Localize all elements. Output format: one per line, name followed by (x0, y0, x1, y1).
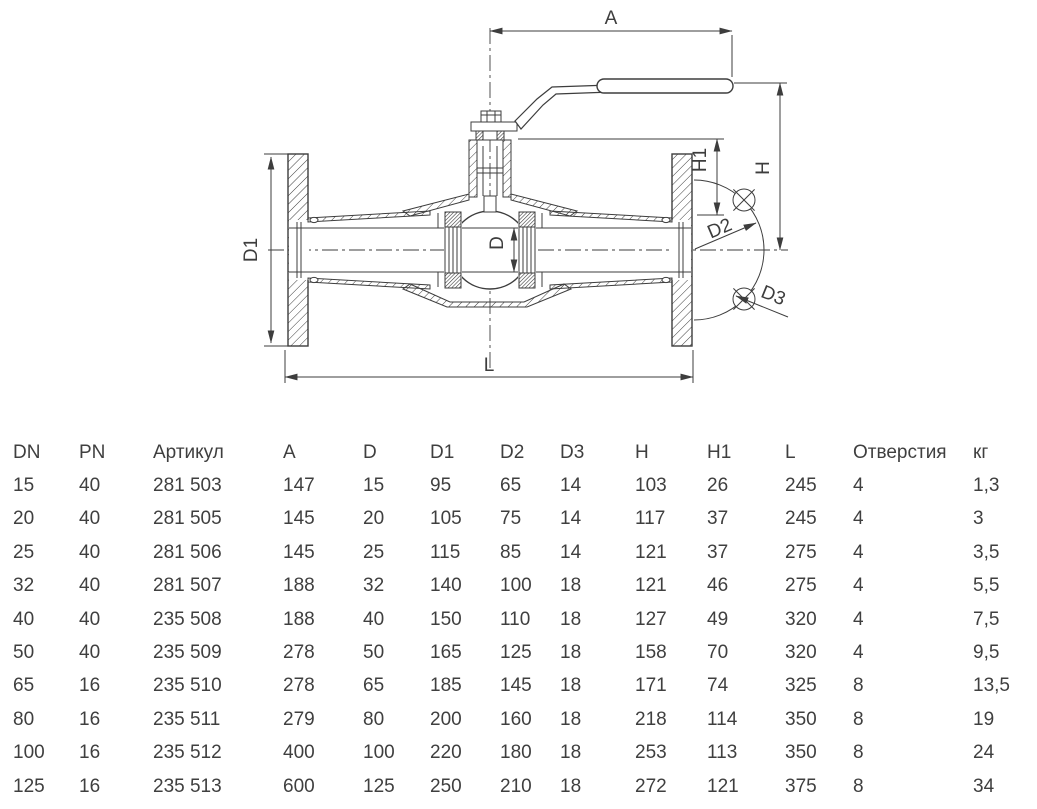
table-row (13, 670, 1037, 703)
table-cell: 8 (853, 742, 864, 764)
table-cell: 145 (500, 675, 532, 697)
table-row (13, 603, 1037, 636)
handle-base-plate (471, 122, 517, 131)
table-cell: 235 509 (153, 642, 222, 664)
table-cell: 18 (560, 675, 582, 697)
table-cell: 16 (79, 675, 101, 697)
label-D3: D3 (757, 281, 789, 311)
table-cell: 32 (363, 575, 385, 597)
table-cell: 18 (560, 642, 582, 664)
column-header: D1 (430, 441, 455, 463)
table-cell: 188 (283, 575, 315, 597)
right-flange (671, 154, 692, 346)
table-cell: 40 (363, 608, 385, 630)
handle (515, 79, 733, 129)
table-cell: 235 513 (153, 775, 222, 797)
table-cell: 320 (785, 608, 817, 630)
table-cell: 65 (363, 675, 385, 697)
column-header: DN (13, 441, 41, 463)
table-cell: 105 (430, 508, 462, 530)
table-cell: 275 (785, 575, 817, 597)
table-cell: 14 (560, 541, 582, 563)
column-header: D3 (560, 441, 585, 463)
table-cell: 40 (79, 575, 101, 597)
table-row (13, 536, 1037, 569)
handle-grip (597, 79, 733, 93)
table-cell: 4 (853, 475, 864, 497)
table-cell: 46 (707, 575, 729, 597)
table-cell: 100 (363, 742, 395, 764)
column-header: Отверстия (853, 441, 947, 463)
column-header: Артикул (153, 441, 224, 463)
column-header: D (363, 441, 377, 463)
table-cell: 16 (79, 775, 101, 797)
table-cell: 235 508 (153, 608, 222, 630)
table-cell: 275 (785, 541, 817, 563)
table-cell: 281 505 (153, 508, 222, 530)
table-row (13, 636, 1037, 669)
table-cell: 281 506 (153, 541, 222, 563)
table-cell: 160 (500, 708, 532, 730)
left-seat (444, 211, 462, 289)
table-body (13, 469, 1037, 803)
stem-tab (484, 196, 496, 212)
label-D: D (487, 236, 508, 250)
table-cell: 40 (79, 642, 101, 664)
table-cell: 281 503 (153, 475, 222, 497)
table-cell: 350 (785, 708, 817, 730)
bolt-hole-upper (733, 189, 755, 211)
table-cell: 9,5 (973, 642, 1000, 664)
dimensions-table-wrap (0, 436, 1037, 803)
table-cell: 18 (560, 575, 582, 597)
table-cell: 320 (785, 642, 817, 664)
table-cell: 250 (430, 775, 462, 797)
table-cell: 235 510 (153, 675, 222, 697)
table-cell: 95 (430, 475, 452, 497)
table-cell: 218 (635, 708, 667, 730)
weld-seam (310, 277, 318, 282)
table-cell: 325 (785, 675, 817, 697)
label-D1: D1 (241, 237, 262, 263)
table-row (13, 570, 1037, 603)
table-row (13, 503, 1037, 536)
dimensions-table (13, 436, 1037, 803)
stem-nut (481, 111, 501, 122)
label-H1: H1 (690, 147, 711, 173)
stem-housing-right-wall (503, 140, 511, 197)
table-cell: 25 (363, 541, 385, 563)
table-cell: 34 (973, 775, 995, 797)
table-cell: 279 (283, 708, 315, 730)
right-seat (518, 211, 536, 289)
weld-seam (662, 277, 670, 282)
table-cell: 80 (363, 708, 385, 730)
table-cell: 375 (785, 775, 817, 797)
table-cell: 114 (707, 708, 738, 730)
label-H: H (753, 161, 774, 175)
label-A: A (604, 8, 618, 29)
table-cell: 272 (635, 775, 667, 797)
table-cell: 25 (13, 541, 35, 563)
table-cell: 4 (853, 642, 864, 664)
table-cell: 145 (283, 508, 315, 530)
table-cell: 15 (363, 475, 385, 497)
table-cell: 4 (853, 575, 864, 597)
table-cell: 235 511 (153, 708, 221, 730)
table-cell: 37 (707, 541, 729, 563)
weld-seam (662, 217, 670, 222)
table-cell: 65 (13, 675, 35, 697)
table-cell: 150 (430, 608, 462, 630)
table-cell: 278 (283, 675, 315, 697)
label-L: L (483, 355, 495, 376)
table-cell: 4 (853, 508, 864, 530)
table-cell: 100 (500, 575, 532, 597)
table-cell: 171 (635, 675, 667, 697)
table-cell: 8 (853, 675, 864, 697)
column-header: PN (79, 441, 106, 463)
table-cell: 80 (13, 708, 35, 730)
table-cell: 8 (853, 708, 864, 730)
table-cell: 19 (973, 708, 995, 730)
table-cell: 8 (853, 775, 864, 797)
table-cell: 165 (430, 642, 462, 664)
table-cell: 253 (635, 742, 667, 764)
table-cell: 7,5 (973, 608, 1000, 630)
table-cell: 16 (79, 708, 101, 730)
weld-seam (310, 217, 318, 222)
table-cell: 235 512 (153, 742, 222, 764)
table-cell: 125 (13, 775, 45, 797)
table-cell: 40 (79, 608, 101, 630)
table-cell: 32 (13, 575, 35, 597)
table-cell: 600 (283, 775, 315, 797)
table-cell: 85 (500, 541, 522, 563)
table-cell: 70 (707, 642, 729, 664)
table-cell: 20 (13, 508, 35, 530)
table-cell: 3,5 (973, 541, 1000, 563)
table-cell: 140 (430, 575, 462, 597)
table-cell: 26 (707, 475, 729, 497)
table-cell: 18 (560, 608, 582, 630)
table-cell: 18 (560, 775, 582, 797)
table-cell: 103 (635, 475, 667, 497)
table-cell: 18 (560, 708, 582, 730)
table-header-row (13, 436, 1037, 469)
table-cell: 245 (785, 475, 817, 497)
table-row (13, 737, 1037, 770)
table-cell: 4 (853, 541, 864, 563)
table-cell: 40 (13, 608, 35, 630)
table-cell: 49 (707, 608, 729, 630)
left-pipe (289, 211, 444, 289)
table-cell: 210 (500, 775, 532, 797)
table-cell: 245 (785, 508, 817, 530)
table-cell: 100 (13, 742, 45, 764)
table-cell: 18 (560, 742, 582, 764)
table-row (13, 703, 1037, 736)
stem-assembly (469, 111, 517, 212)
left-flange (288, 154, 309, 346)
table-row (13, 469, 1037, 502)
table-cell: 125 (363, 775, 395, 797)
table-cell: 220 (430, 742, 462, 764)
table-cell: 188 (283, 608, 315, 630)
table-cell: 113 (707, 742, 738, 764)
column-header: D2 (500, 441, 525, 463)
table-cell: 147 (283, 475, 315, 497)
table-cell: 180 (500, 742, 532, 764)
table-cell: 74 (707, 675, 729, 697)
table-cell: 5,5 (973, 575, 1000, 597)
column-header: кг (973, 441, 989, 463)
column-header: H (635, 441, 649, 463)
table-cell: 121 (635, 541, 667, 563)
table-cell: 1,3 (973, 475, 1000, 497)
column-header: H1 (707, 441, 732, 463)
table-cell: 127 (635, 608, 667, 630)
table-cell: 50 (13, 642, 35, 664)
table-cell: 278 (283, 642, 315, 664)
stem-housing-left-wall (469, 140, 477, 197)
table-cell: 40 (79, 475, 101, 497)
table-cell: 24 (973, 742, 995, 764)
column-header: L (785, 441, 796, 463)
table-cell: 4 (853, 608, 864, 630)
table-cell: 13,5 (973, 675, 1010, 697)
table-cell: 200 (430, 708, 462, 730)
table-cell: 14 (560, 508, 582, 530)
table-cell: 121 (707, 775, 739, 797)
table-cell: 14 (560, 475, 582, 497)
table-row (13, 770, 1037, 803)
table-cell: 125 (500, 642, 532, 664)
table-cell: 350 (785, 742, 817, 764)
table-cell: 20 (363, 508, 385, 530)
table-cell: 185 (430, 675, 462, 697)
table-cell: 115 (430, 541, 461, 563)
table-cell: 110 (500, 608, 531, 630)
table-cell: 117 (635, 508, 666, 530)
table-cell: 158 (635, 642, 667, 664)
column-header: A (283, 441, 296, 463)
table-cell: 65 (500, 475, 522, 497)
table-cell: 145 (283, 541, 315, 563)
table-cell: 40 (79, 541, 101, 563)
dimension-labels (241, 8, 788, 376)
table-cell: 50 (363, 642, 385, 664)
table-cell: 121 (635, 575, 667, 597)
table-cell: 3 (973, 508, 984, 530)
table-cell: 16 (79, 742, 101, 764)
table-cell: 37 (707, 508, 729, 530)
table-cell: 15 (13, 475, 35, 497)
table-cell: 75 (500, 508, 522, 530)
table-cell: 281 507 (153, 575, 222, 597)
label-D2: D2 (704, 214, 736, 244)
table-cell: 40 (79, 508, 101, 530)
table-cell: 400 (283, 742, 315, 764)
